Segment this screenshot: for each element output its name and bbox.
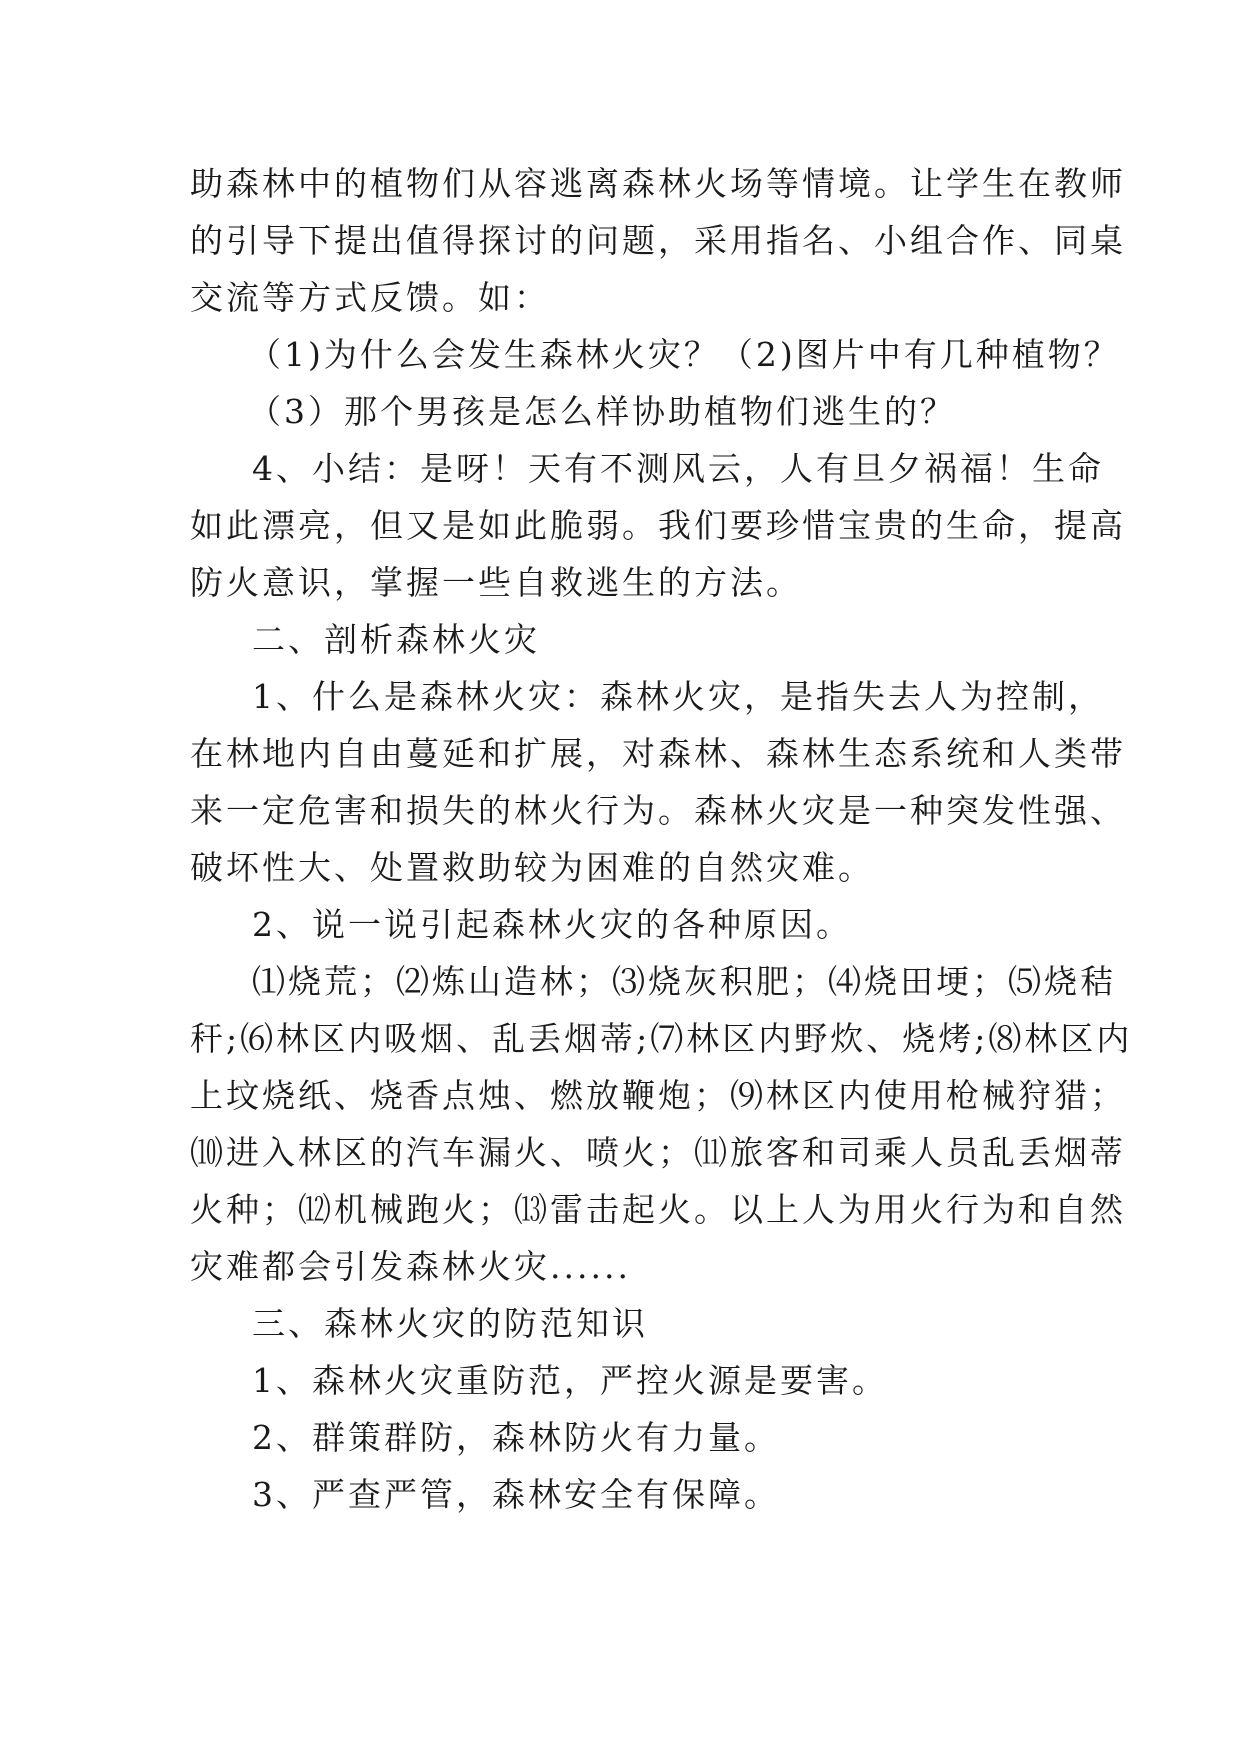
question-line: （3）那个男孩是怎么样协助植物们逃生的？ (248, 392, 956, 431)
question-line: （1)为什么会发生森林火灾？（2)图片中有几种植物？ (248, 335, 1120, 374)
paragraph-line: 1、什么是森林火灾：森林火灾，是指失去人为控制， (252, 677, 1104, 716)
paragraph-line: ⑴烧荒；⑵炼山造林；⑶烧灰积肥；⑷烧田埂；⑸烧秸 (252, 962, 1116, 1001)
paragraph-line: 助森林中的植物们从容逃离森林火场等情境。让学生在教师 (190, 164, 1126, 203)
paragraph-line: 秆;⑹林区内吸烟、乱丢烟蒂;⑺林区内野炊、烧烤;⑻林区内 (190, 1019, 1133, 1058)
paragraph-line: 的引导下提出值得探讨的问题，采用指名、小组合作、同桌 (190, 221, 1126, 260)
paragraph-line: 破坏性大、处置救助较为困难的自然灾难。 (190, 848, 874, 887)
section-heading: 二、剖析森林火灾 (252, 620, 540, 659)
paragraph-line: 在林地内自由蔓延和扩展，对森林、森林生态系统和人类带 (190, 734, 1126, 773)
list-item: 3、严查严管，森林安全有保障。 (252, 1475, 780, 1514)
paragraph-line: 交流等方式反馈。如： (190, 278, 550, 317)
list-item: 2、群策群防，森林防火有力量。 (252, 1418, 780, 1457)
paragraph-line: 4、小结：是呀！天有不测风云，人有旦夕祸福！生命 (252, 449, 1104, 488)
paragraph-line: 2、说一说引起森林火灾的各种原因。 (252, 905, 852, 944)
paragraph-line: ⑽进入林区的汽车漏火、喷火；⑾旅客和司乘人员乱丢烟蒂 (190, 1133, 1126, 1172)
paragraph-line: 上坟烧纸、烧香点烛、燃放鞭炮；⑼林区内使用枪械狩猎； (190, 1076, 1126, 1115)
paragraph-line: 如此漂亮，但又是如此脆弱。我们要珍惜宝贵的生命，提高 (190, 506, 1126, 545)
paragraph-line: 防火意识，掌握一些自救逃生的方法。 (190, 563, 802, 602)
document-body (190, 155, 1133, 1523)
paragraph-line: 灾难都会引发森林火灾...... (190, 1247, 631, 1286)
list-item: 1、森林火灾重防范，严控火源是要害。 (252, 1361, 888, 1400)
section-heading: 三、森林火灾的防范知识 (252, 1304, 648, 1343)
paragraph-line: 来一定危害和损失的林火行为。森林火灾是一种突发性强、 (190, 791, 1126, 830)
paragraph-line: 火种；⑿机械跑火；⒀雷击起火。以上人为用火行为和自然 (190, 1190, 1126, 1229)
